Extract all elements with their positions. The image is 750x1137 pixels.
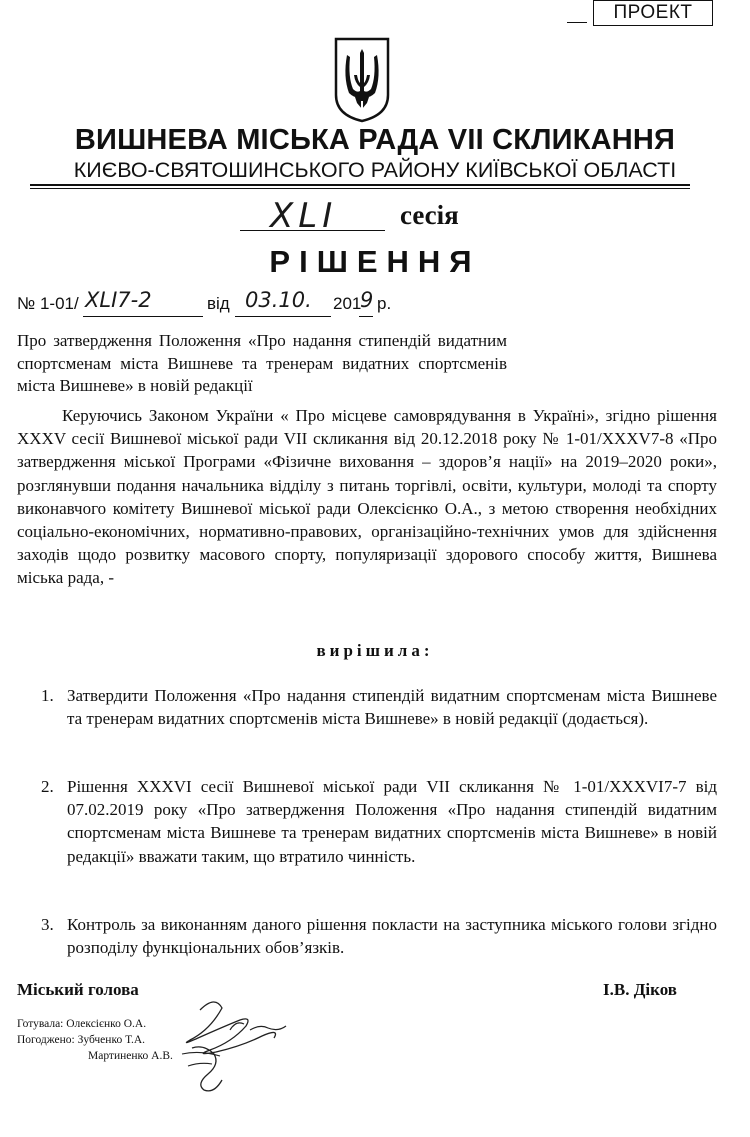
- stamp-line: [567, 22, 587, 23]
- prepared-by: Готувала: Олексієнко О.А.: [17, 1018, 147, 1030]
- coat-of-arms-icon: [333, 37, 391, 123]
- year-prefix: 201: [333, 294, 362, 313]
- signer-role: Міський голова: [17, 980, 139, 999]
- header-rule: [30, 184, 690, 186]
- decision-title: РІШЕННЯ: [269, 244, 481, 279]
- list-item: [17, 913, 717, 959]
- item-number: 1.: [41, 686, 54, 705]
- date-prefix: від: [207, 294, 230, 313]
- draft-stamp: ПРОЕКТ: [593, 0, 713, 26]
- list-item: [17, 775, 717, 868]
- handwritten-signature: [170, 990, 290, 1100]
- list-item: [17, 684, 717, 730]
- item-number: 2.: [41, 777, 54, 796]
- council-name: ВИШНЕВА МІСЬКА РАДА VII СКЛИКАННЯ: [74, 124, 676, 156]
- session-number: XLI: [270, 196, 338, 236]
- year-suffix: р.: [377, 294, 392, 313]
- header-rule-thin: [30, 188, 690, 189]
- district-name: КИЄВО-СВЯТОШИНСЬКОГО РАЙОНУ КИЇВСЬКОЇ ОБЛАСТІ: [73, 158, 677, 182]
- year-digit: 9: [360, 288, 374, 312]
- number-value: XLI7-2: [85, 288, 152, 312]
- item-text: Затвердити Положення «Про надання стипендій видатним спортсменам міста Вишневе та тренерам видатних спортсменів міста Вишневе» в новій редакції (додається).: [67, 686, 717, 729]
- agreed-by: Погоджено: Зубченко Т.А.: [17, 1034, 145, 1046]
- resolved-heading: вирішила:: [316, 641, 434, 660]
- item-number: 3.: [41, 915, 54, 934]
- session-label: сесія: [400, 200, 459, 230]
- date-value: 03.10.: [245, 288, 312, 312]
- item-text: Рішення XXXVI сесії Вишневої міської ради VII скликання № 1-01/XXXVI7-7 від 07.02.2019 року «Про затвердження Положення «Про надання стипендій видатним спортсменам міста Вишневе та тренерам видатних спортсменів міста Вишневе» в новій редакції» вважати таким, що втратило чинність.: [67, 777, 717, 866]
- item-text: Контроль за виконанням даного рішення покласти на заступника міського голови згідно розподілу функціональних обов’язків.: [67, 915, 717, 958]
- number-prefix: № 1-01/: [17, 294, 79, 313]
- decision-subject: Про затвердження Положення «Про надання стипендій видатним спортсменам міста Вишневе та тренерам видатних спортсменів міста Вишневе» в новій редакції: [17, 331, 507, 395]
- agreed-by-second: Мартиненко А.В.: [88, 1050, 173, 1062]
- signer-name: І.В. Діков: [603, 980, 677, 999]
- preamble-paragraph: Керуючись Законом України « Про місцеве самоврядування в Україні», згідно рішення XXXV сесії Вишневої міської ради VII скликання від 20.12.2018 року № 1-01/XXXV7-8 «Про затвердження міської Програми «Фізичне виховання – здоров’я нації» на 2019–2020 роки», розглянувши подання начальника відділу з питань торгівлі, освіти, культури, молоді та спорту виконавчого комітету Вишневої міської ради Олексієнко О.А., з метою створення необхідних соціально-економічних, нормативно-правових, організаційно-технічних умов для здійснення заходів щодо розвитку масового спорту, популяризації здорового способу життя, Вишнева міська рада, -: [17, 406, 717, 588]
